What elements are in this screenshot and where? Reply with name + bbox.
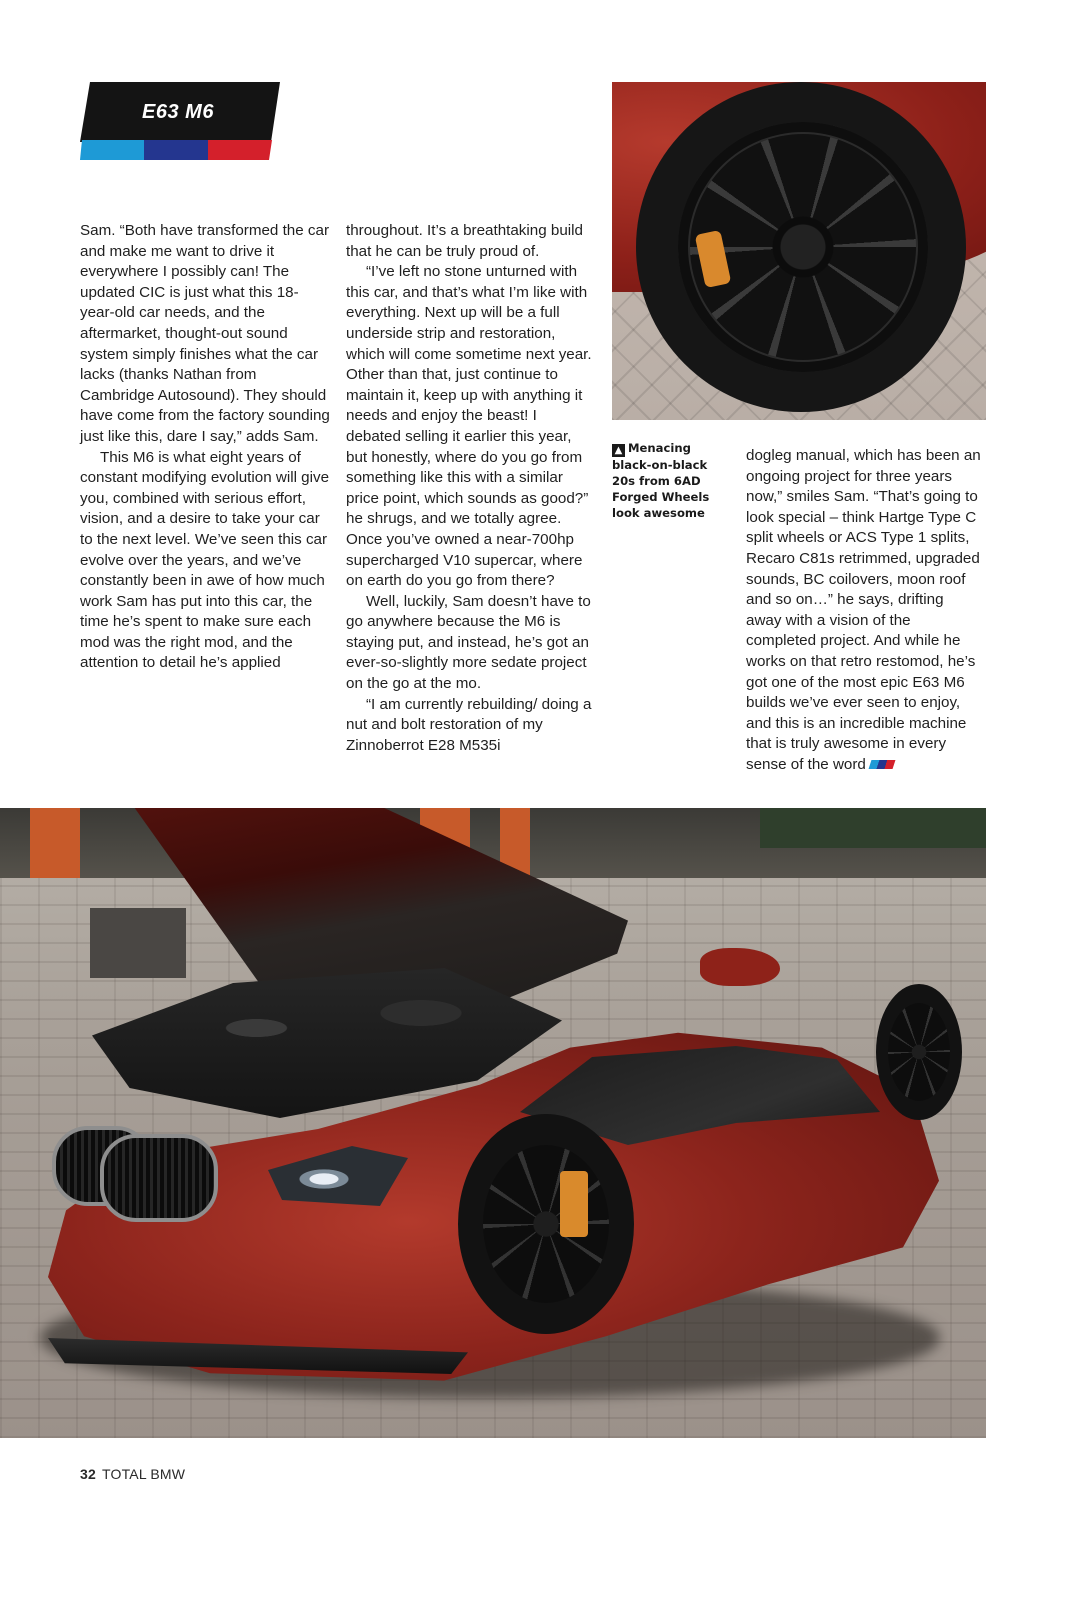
caption-text: Menacing black-on-black 20s from 6AD Forged Wheels look awesome xyxy=(612,441,710,520)
paragraph xyxy=(746,446,982,776)
kidney-grille xyxy=(100,1134,218,1222)
bollard xyxy=(90,908,186,978)
wheel-spokes xyxy=(483,1145,610,1303)
article-column-3 xyxy=(746,446,982,776)
front-wheel xyxy=(458,1114,634,1334)
paragraph: Well, luckily, Sam doesn’t have to go anywhere because the M6 is staying put, and instead, he’s got an ever-so-slightly more sedate project on the go at the mo. xyxy=(346,592,591,693)
paragraph: “I’ve left no stone unturned with this car, and that’s what I’m like with everything. Next up will be a full underside strip and restoration, which will come sometime next year. Other than that, just continue to maintain it, keep up with anything it needs and enjoy the beast! I debated selling it earlier this year, but honestly, where do you go from something like this with a similar price point, which sounds as good?” he shrugs, and we totally agree. Once you’ve owned a near-700hp supercharged V10 supercar, where on earth do you go from there? xyxy=(346,263,592,590)
page-footer xyxy=(80,1466,185,1482)
m-stripes-icon xyxy=(80,140,272,160)
arrow-up-icon: ▲ xyxy=(612,444,625,457)
page-number: 32 xyxy=(80,1466,96,1482)
paragraph: This M6 is what eight years of constant modifying evolution will give you, combined with serious effort, vision, and a desire to take your car to the next level. We’ve seen this car evolve over the years, and we’ve constantly been in awe of how much work Sam has put into this car, the time he’s spent to make sure each mod was the right mod, and the attention to detail he’s applied xyxy=(80,448,330,672)
rear-wheel xyxy=(876,984,962,1120)
paragraph: throughout. It’s a breathtaking build that he can be truly proud of. xyxy=(346,222,583,260)
photo-caption xyxy=(612,440,720,521)
paragraph-text: dogleg manual, which has been an ongoing project for three years now,” smiles Sam. “That’s going to look special – think Hartge Type C split wheels or ACS Type 1 splits, Recaro C81s retrimmed, upgraded sounds, BC coilovers, moon roof and so on…” he says, drifting away with a vision of the completed project. And while he works on that retro restomod, he’s got one of the most epic E63 M6 builds we’ve ever seen to enjoy, and this is an incredible machine that is truly awesome in every sense of the word xyxy=(746,447,981,773)
wheel-spokes xyxy=(888,1003,950,1101)
paragraph: “I am currently rebuilding/ doing a nut and bolt restoration of my Zinnoberrot E28 M535i xyxy=(346,695,592,754)
publication-name: TOTAL BMW xyxy=(101,1466,186,1482)
paragraph: Sam. “Both have transformed the car and make me want to drive it everywhere I possibly can! The updated CIC is just what this 18-year-old car needs, and the aftermarket, thought-out sound system simply finishes what the car lacks (thanks Nathan from Cambridge Autosound). They should have come from the factory sounding just like this, dare I say,” adds Sam. xyxy=(80,222,330,445)
section-label: E63 M6 xyxy=(142,101,214,123)
door-mirror xyxy=(700,948,780,986)
background-hedge xyxy=(760,808,986,848)
section-badge xyxy=(80,82,280,160)
car-photo xyxy=(0,808,986,1438)
article-column-1 xyxy=(80,221,330,674)
article-column-2 xyxy=(346,221,592,756)
wheel-photo xyxy=(612,82,986,420)
brake-caliper xyxy=(560,1171,588,1237)
m-stripes-end-icon xyxy=(868,760,895,769)
background-pillar xyxy=(30,808,80,878)
